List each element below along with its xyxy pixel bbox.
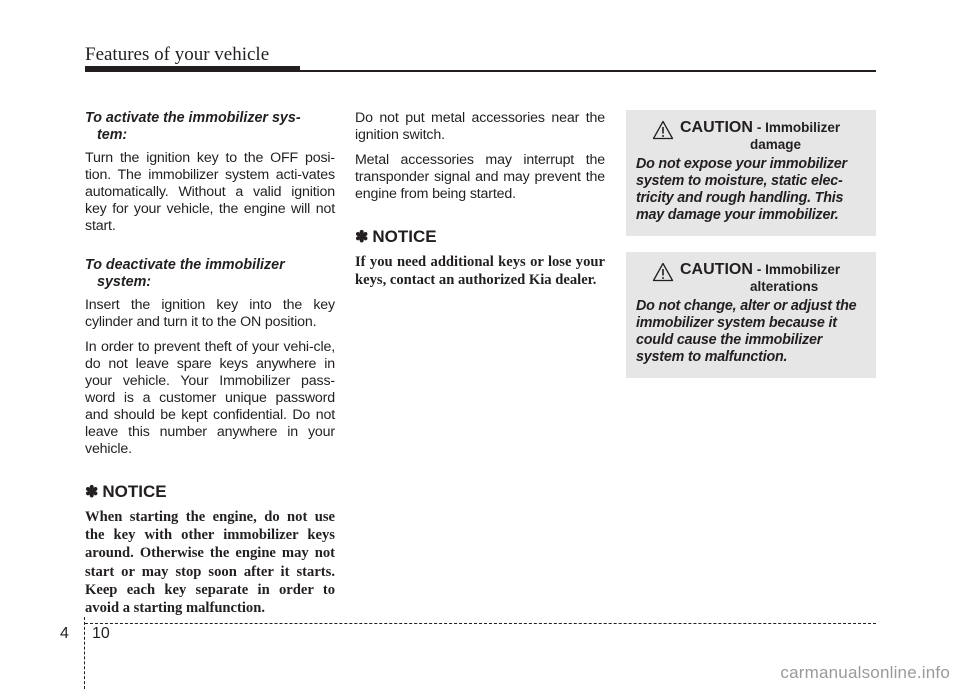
header-rule-thin [300,70,876,72]
deactivate-subheading [85,257,335,291]
page-number: 10 [92,625,110,642]
activate-subheading-line2: tem: [97,127,128,143]
caution-heading [636,119,868,152]
metal-paragraph: Do not put metal accessories near the ignition switch. [355,110,605,143]
notice-star-icon: ✽ [85,484,99,501]
caution-label: CAUTION [680,119,753,136]
activate-subheading-line1: To activate the immobilizer sys- [85,110,301,126]
section-number: 4 [60,625,69,642]
left-column [85,110,335,617]
middle-column [355,110,605,289]
header-rule-thick [85,66,300,72]
notice-title: NOTICE [372,227,437,246]
notice-heading [355,227,605,247]
notice-title: NOTICE [102,482,167,501]
deactivate-subheading-line2: system: [97,274,152,290]
header-title: Features of your vehicle [85,44,270,65]
metal-effect-paragraph: Metal accessories may interrupt the transponder signal and may prevent the engine from being started. [355,152,605,202]
right-column [626,110,876,378]
caution-subject-line2: alterations [750,279,819,294]
deactivate-paragraph: Insert the ignition key into the key cylinder and turn it to the ON position. [85,297,335,330]
notice-star-icon: ✽ [355,229,369,246]
notice-body: If you need additional keys or lose your keys, contact an authorized Kia dealer. [355,254,605,289]
deactivate-subheading-line1: To deactivate the immobilizer [85,257,285,273]
footer-rule [85,623,876,624]
caution-box [626,110,876,236]
caution-label: CAUTION [680,261,753,278]
caution-subject: - Immobilizer [756,120,841,135]
caution-heading [636,261,868,294]
footer-divider [84,617,85,689]
theft-paragraph: In order to prevent theft of your vehi-cle, do not leave spare keys anywhere in your vehicle. Your Immobilizer pass-word is a customer unique password and should be kept confidential. Do not leave this number anywhere in your vehicle. [85,339,335,457]
caution-box [626,252,876,378]
caution-text: Do not change, alter or adjust the immobilizer system because it could cause the immobilizer system to malfunction. [636,298,857,365]
activate-subheading [85,110,335,144]
notice-heading [85,482,335,502]
watermark: carmanualsonline.info [780,663,950,682]
notice-body: When starting the engine, do not use the key with other immobilizer keys around. Otherwise the engine may not start or may stop soon after it starts. Keep each key separate in order to avoid a starting malfunction. [85,509,335,617]
caution-text: Do not expose your immobilizer system to moisture, static elec-tricity and rough handling. This may damage your immobilizer. [636,156,847,223]
caution-subject-line2: damage [750,137,802,152]
activate-paragraph: Turn the ignition key to the OFF posi-tion. The immobilizer system acti-vates automatically. Without a valid ignition key for your vehicle, the engine will not start. [85,150,335,234]
caution-subject: - Immobilizer [756,262,841,277]
warning-triangle-icon [652,120,674,140]
warning-triangle-icon [652,262,674,282]
